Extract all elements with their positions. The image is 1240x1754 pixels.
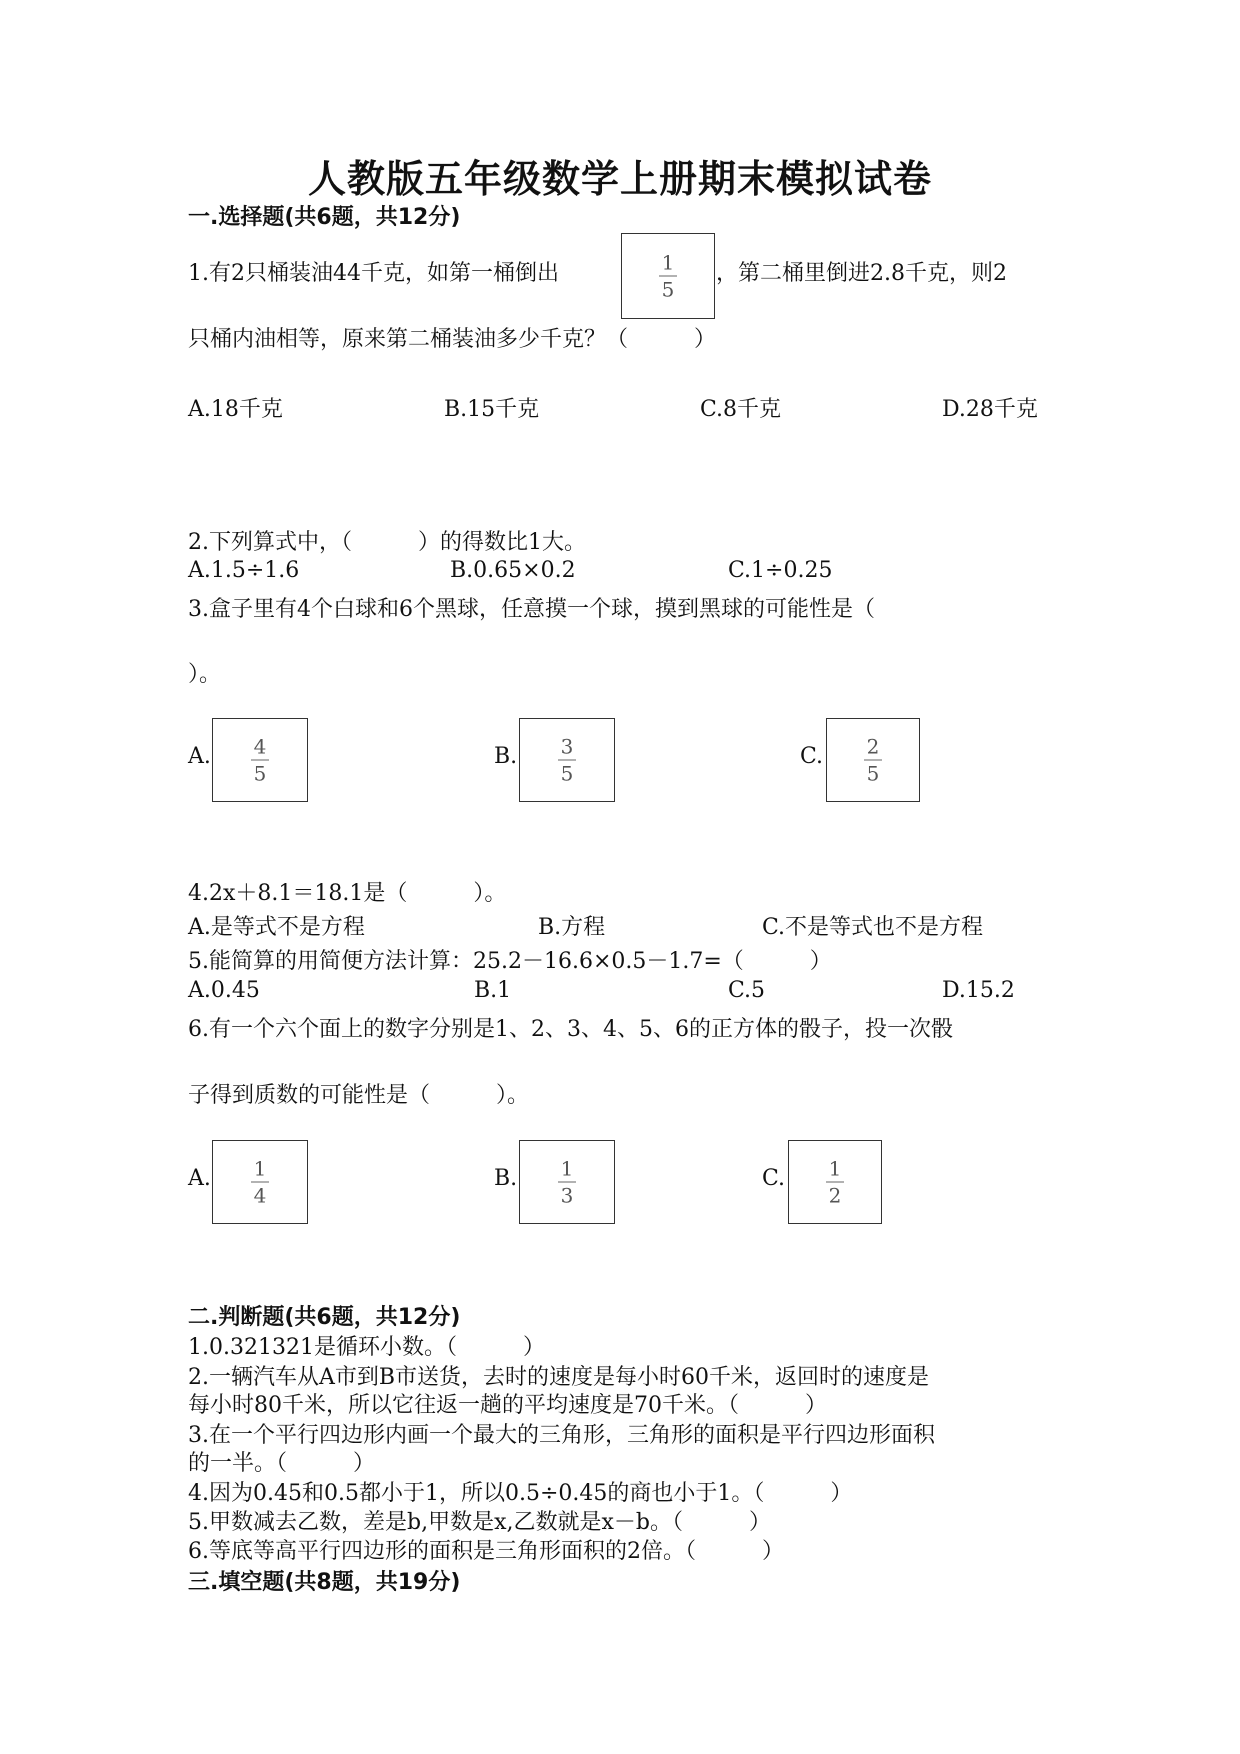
- q3-option-c-fraction: [827, 735, 919, 786]
- fraction-bar: [659, 276, 677, 277]
- q6-text-line1: 6.有一个六个面上的数字分别是1、2、3、4、5、6的正方体的骰子，投一次骰: [188, 1017, 953, 1042]
- q1-option-b: B.15千克: [444, 397, 540, 422]
- q6-option-b-label: B.: [494, 1166, 518, 1191]
- fraction-numerator: 1: [828, 1156, 842, 1181]
- judge-line: 4.因为0.45和0.5都小于1，所以0.5÷0.45的商也小于1。（ ）: [188, 1481, 853, 1506]
- q3-option-a-fraction-box: [212, 718, 308, 802]
- q4-option-c: C.不是等式也不是方程: [762, 915, 984, 940]
- q4-option-b: B.方程: [538, 915, 606, 940]
- fraction-bar: [826, 1182, 844, 1183]
- fraction-denominator: 5: [866, 761, 880, 786]
- q5-text: 5.能简算的用简便方法计算：25.2－16.6×0.5－1.7=（ ）: [188, 949, 832, 974]
- q6-option-a-fraction: [213, 1157, 307, 1208]
- judge-line: 6.等底等高平行四边形的面积是三角形面积的2倍。（ ）: [188, 1539, 784, 1564]
- q1-fraction: [622, 251, 714, 302]
- q1-text-end: ，第二桶里倒进2.8千克，则2: [716, 261, 1007, 286]
- fraction-denominator: 5: [560, 761, 574, 786]
- q5-option-d: D.15.2: [942, 978, 1015, 1003]
- page-title: 人教版五年级数学上册期末模拟试卷: [307, 156, 932, 201]
- q2-text: 2.下列算式中，（ ）的得数比1大。: [188, 530, 586, 555]
- fraction-bar: [251, 1182, 269, 1183]
- q5-option-c: C.5: [728, 978, 766, 1003]
- q3-option-c-label: C.: [800, 744, 824, 769]
- q3-text-line2: ）。: [188, 662, 222, 687]
- judge-line: 每小时80千米，所以它往返一趟的平均速度是70千米。（ ）: [188, 1393, 827, 1418]
- fraction-bar: [251, 760, 269, 761]
- q3-option-b-fraction: [520, 735, 614, 786]
- q3-option-c-fraction-box: [826, 718, 920, 802]
- q5-option-b: B.1: [474, 978, 512, 1003]
- q1-option-d: D.28千克: [942, 397, 1038, 422]
- fraction-bar: [558, 1182, 576, 1183]
- section-heading-fill: 三.填空题(共8题，共19分): [188, 1570, 461, 1595]
- q2-option-a: A.1.5÷1.6: [188, 558, 300, 583]
- judge-line: 3.在一个平行四边形内画一个最大的三角形，三角形的面积是平行四边形面积: [188, 1423, 935, 1448]
- q3-option-a-fraction: [213, 735, 307, 786]
- q6-option-b-fraction: [520, 1157, 614, 1208]
- q1-text-start: 1.有2只桶装油44千克，如第一桶倒出: [188, 261, 559, 286]
- fraction-bar: [558, 760, 576, 761]
- q4-option-a: A.是等式不是方程: [188, 915, 365, 940]
- fraction-numerator: 3: [560, 734, 574, 759]
- fraction-numerator: 2: [866, 734, 880, 759]
- q6-text-line2: 子得到质数的可能性是（ ）。: [188, 1083, 530, 1108]
- q2-option-b: B.0.65×0.2: [450, 558, 576, 583]
- q5-option-a: A.0.45: [188, 978, 260, 1003]
- section-heading-judge: 二.判断题(共6题，共12分): [188, 1305, 461, 1330]
- q6-option-c-fraction: [789, 1157, 881, 1208]
- judge-line: 2.一辆汽车从A市到B市送货，去时的速度是每小时60千米，返回时的速度是: [188, 1365, 930, 1390]
- fraction-numerator: 1: [253, 1156, 267, 1181]
- fraction-denominator: 5: [253, 761, 267, 786]
- fraction-denominator: 4: [253, 1183, 267, 1208]
- q1-text-line2: 只桶内油相等，原来第二桶装油多少千克？（ ）: [188, 327, 717, 352]
- q3-text-line1: 3.盒子里有4个白球和6个黑球，任意摸一个球，摸到黑球的可能性是（: [188, 597, 875, 622]
- q6-option-a-label: A.: [188, 1166, 211, 1191]
- q1-option-c: C.8千克: [700, 397, 782, 422]
- fraction-denominator: 5: [661, 277, 675, 302]
- q6-option-a-fraction-box: [212, 1140, 308, 1224]
- q3-option-a-label: A.: [188, 744, 211, 769]
- fraction-numerator: 1: [560, 1156, 574, 1181]
- fraction-bar: [864, 760, 882, 761]
- q6-option-b-fraction-box: [519, 1140, 615, 1224]
- q4-text: 4.2x＋8.1＝18.1是（ ）。: [188, 881, 507, 906]
- judge-line: 1.0.321321是循环小数。（ ）: [188, 1335, 545, 1360]
- q1-option-a: A.18千克: [188, 397, 283, 422]
- q6-option-c-fraction-box: [788, 1140, 882, 1224]
- fraction-denominator: 3: [560, 1183, 574, 1208]
- q3-option-b-fraction-box: [519, 718, 615, 802]
- q6-option-c-label: C.: [762, 1166, 786, 1191]
- judge-line: 5.甲数减去乙数，差是b,甲数是x,乙数就是x－b。（ ）: [188, 1510, 771, 1535]
- q3-option-b-label: B.: [494, 744, 518, 769]
- judge-line: 的一半。（ ）: [188, 1451, 376, 1476]
- fraction-numerator: 4: [253, 734, 267, 759]
- section-heading-choice: 一.选择题(共6题，共12分): [188, 205, 461, 230]
- fraction-numerator: 1: [661, 250, 675, 275]
- q2-option-c: C.1÷0.25: [728, 558, 833, 583]
- fraction-denominator: 2: [828, 1183, 842, 1208]
- q1-fraction-box: [621, 233, 715, 319]
